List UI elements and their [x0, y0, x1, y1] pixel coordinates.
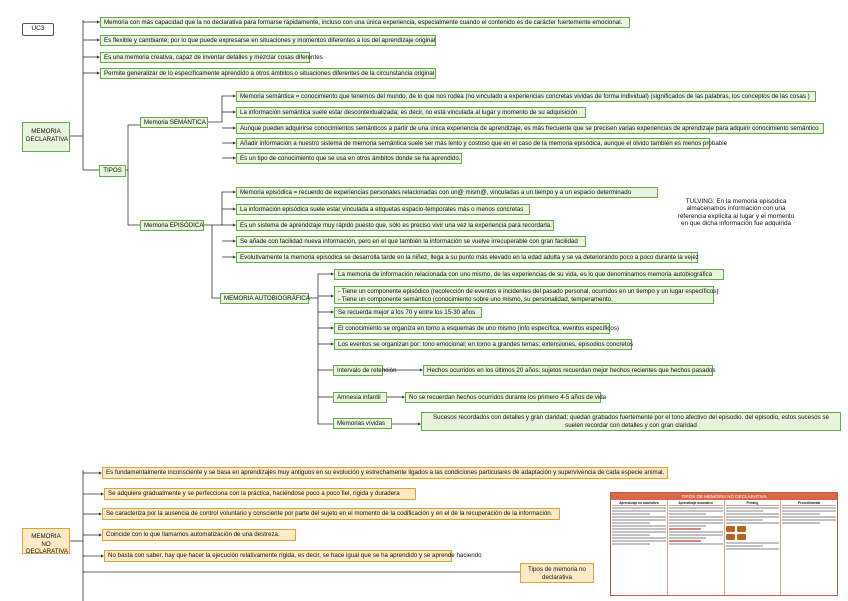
priming-example-images: [726, 534, 780, 540]
declarativa-feature-4: Permite generalizar de lo específicamente aprendido a otros ámbitos o situaciones diferentes de la circunstancia original: [100, 68, 436, 79]
priming-example-images: [726, 526, 780, 532]
table-column: [668, 500, 725, 595]
semantica-item-3: Aunque pueden adquirirse conocimientos semánticos a partir de una única experiencia de aprendizaje, es más frecuente que se precisen varias experiencias de aprendizaje para adquirir conocimiento semántico: [236, 123, 824, 134]
declarativa-feature-2: Es flexible y cambiante, por lo que puede expresarse en situaciones y momentos diferentes a los del aprendizaje original: [100, 35, 436, 46]
column-header: Aprendizaje no asociativo: [612, 501, 666, 506]
table-column: [611, 500, 668, 595]
unit-tag: UC3: [22, 23, 54, 36]
semantica-item-4: Añadir información a nuestro sistema de memoria semántica suele ser más lento y costoso que en el caso de la memoria episódica, aunque el olvido también es menos probable: [236, 138, 710, 149]
memorias-vividas-detail: Sucesos recordados con detalles y gran claridad; quedan grabados fuertemente por el tono afectivo del episodio. del episodio, estos sucesos se suelen recordar con detalles y con gran claridad: [421, 412, 841, 431]
no-declarativa-feature-2: Se adquiere gradualmente y se perfecciona con la práctica, haciéndose poco a poco fiel, rígida y duradera: [104, 488, 416, 500]
table-column: [725, 500, 782, 595]
autobiografica-item-4: El conocimiento se organiza en torno a esquemas de uno mismo (info específica, eventos específicos): [334, 323, 610, 334]
tulving-note: TULVING: En la memoria episódica almacenamos información con una referencia explícita al lugar y el momento en que dicha información fue adquirida: [677, 198, 795, 228]
episodica-item-5: Evolutivamente la memoria episódica se desarrolla tarde en la niñez, llega a su punto más elevado en la edad adulta y se va deteriorando poco a poco durante la vejez: [236, 252, 698, 263]
memoria-episodica-node: Memoria EPISÓDICA: [140, 220, 204, 231]
episodica-item-4: Se añade con facilidad nueva información, pero en el que también la información se vuelve irrecuperable con gran facilidad: [236, 236, 586, 247]
intervalo-retencion-node: Intervalo de retención: [333, 365, 383, 376]
semantica-item-5: Es un tipo de conocimiento que se usa en otros ámbitos donde se ha aprendido.: [236, 153, 462, 164]
tipos-no-declarativa-node: Tipos de memoria no declarativa: [520, 563, 594, 583]
declarativa-feature-1: Memoria con más capacidad que la no declarativa para formarse rápidamente, incluso con una única experiencia, especialmente cuando el contenido es de carácter fuertemente emocional.: [100, 17, 630, 28]
episodica-item-2: La información episódica suele estar vinculada a etiquetas espacio-temporales más o menos concretas: [236, 204, 530, 215]
componente-episodico: - Tiene un componente episódico (recolección de eventos e incidentes del pasado personal, ocurridos en un tiempo y un lugar específicos): [338, 288, 719, 295]
column-header: Priming: [726, 501, 780, 506]
declarativa-feature-3: Es una memoria creativa, capaz de inventar detalles y mezclar cosas diferentes: [100, 52, 310, 63]
column-header: Aprendizaje asociativo: [669, 501, 723, 506]
no-declarativa-feature-3: Se caracteriza por la ausencia de control voluntario y consciente por parte del sujeto en el momento de la codificación y en el de la recuperación de la información.: [102, 508, 560, 520]
autobiografica-item-2: [334, 286, 719, 304]
tipos-node: TIPOS: [99, 165, 126, 177]
no-declarativa-feature-5: No basta con saber, hay que hacer la ejecución relativamente rígida, es decir, se hace igual que se ha aprendido y se aprende haciendo: [104, 550, 452, 562]
table-title: TIPOS DE MEMORIA NO DECLARATIVA: [611, 493, 837, 500]
column-header: Procedimental: [782, 501, 836, 506]
episodica-item-3: Es un sistema de aprendizaje muy rápido puesto que, sólo es preciso vivir una vez la experiencia para recordarla.: [236, 220, 554, 231]
memoria-declarativa-label: MEMORIA DECLARATIVA: [26, 128, 69, 143]
autobiografica-item-5: Los eventos se organizan por: tono emocional; en torno a grandes temas; extensiones, episodios concretos: [334, 339, 632, 350]
amnesia-infantil-detail: No se recuerdan hechos ocurridos durante los primero 4-5 años de vida: [405, 392, 601, 403]
memorias-vividas-node: Memorias vívidas: [333, 418, 392, 429]
memoria-no-declarativa-label: MEMORIA NO DECLARATIVA: [26, 533, 69, 556]
memoria-autobiografica-node: MEMORIA AUTOBIOGRÁFICA: [220, 293, 309, 304]
autobiografica-item-1: La memoria de información relacionada con uno mismo, de las experiencias de su vida, es lo que denominamos memoria autobiográfica: [334, 269, 724, 280]
memoria-no-declarativa-node: [22, 528, 70, 554]
episodica-item-1: Memoria episódica = recuerdo de experiencias personales relacionadas con un@ mism@, vinculadas a un tiempo y a un espacio determinado: [236, 187, 658, 198]
semantica-item-1: Memoria semántica = conocimiento que tenemos del mundo, de lo que nos rodea (no vinculado a experiencias concretas vividas de forma individual) (significados de las palabras, los conceptos de las cosas ): [236, 91, 816, 102]
amnesia-infantil-node: Amnesia infantil: [333, 392, 387, 403]
no-declarativa-feature-4: Coincide con lo que llamamos automatización de una destreza.: [102, 529, 296, 541]
intervalo-retencion-detail: Hechos ocurridos en los últimos 20 años: sujetos recuerdan mejor hechos recientes que hechos pasados: [423, 365, 713, 376]
semantica-item-2: La información semántica suele estar descontextualizada; es decir, no está vinculada al lugar y momento de su adquisición: [236, 107, 586, 118]
autobiografica-item-3: Se recuerda mejor a los 70 y entre los 15-30 años: [334, 307, 482, 318]
memoria-semantica-node: Memoria SEMÁNTICA: [140, 117, 208, 128]
memoria-declarativa-node: [22, 122, 70, 152]
no-declarativa-types-table: [610, 492, 838, 596]
table-column: [781, 500, 837, 595]
componente-semantico: - Tiene un componente semántico (conocimiento sobre uno mismo, su personalidad, temperamento,: [338, 296, 613, 303]
no-declarativa-feature-1: Es fundamentalmente inconsciente y se basa en aprendizajes muy antiguos en su evolución y estrechamente ligados a las condiciones particulares de adaptación y supervivencia de cada especie animal.: [102, 467, 668, 479]
